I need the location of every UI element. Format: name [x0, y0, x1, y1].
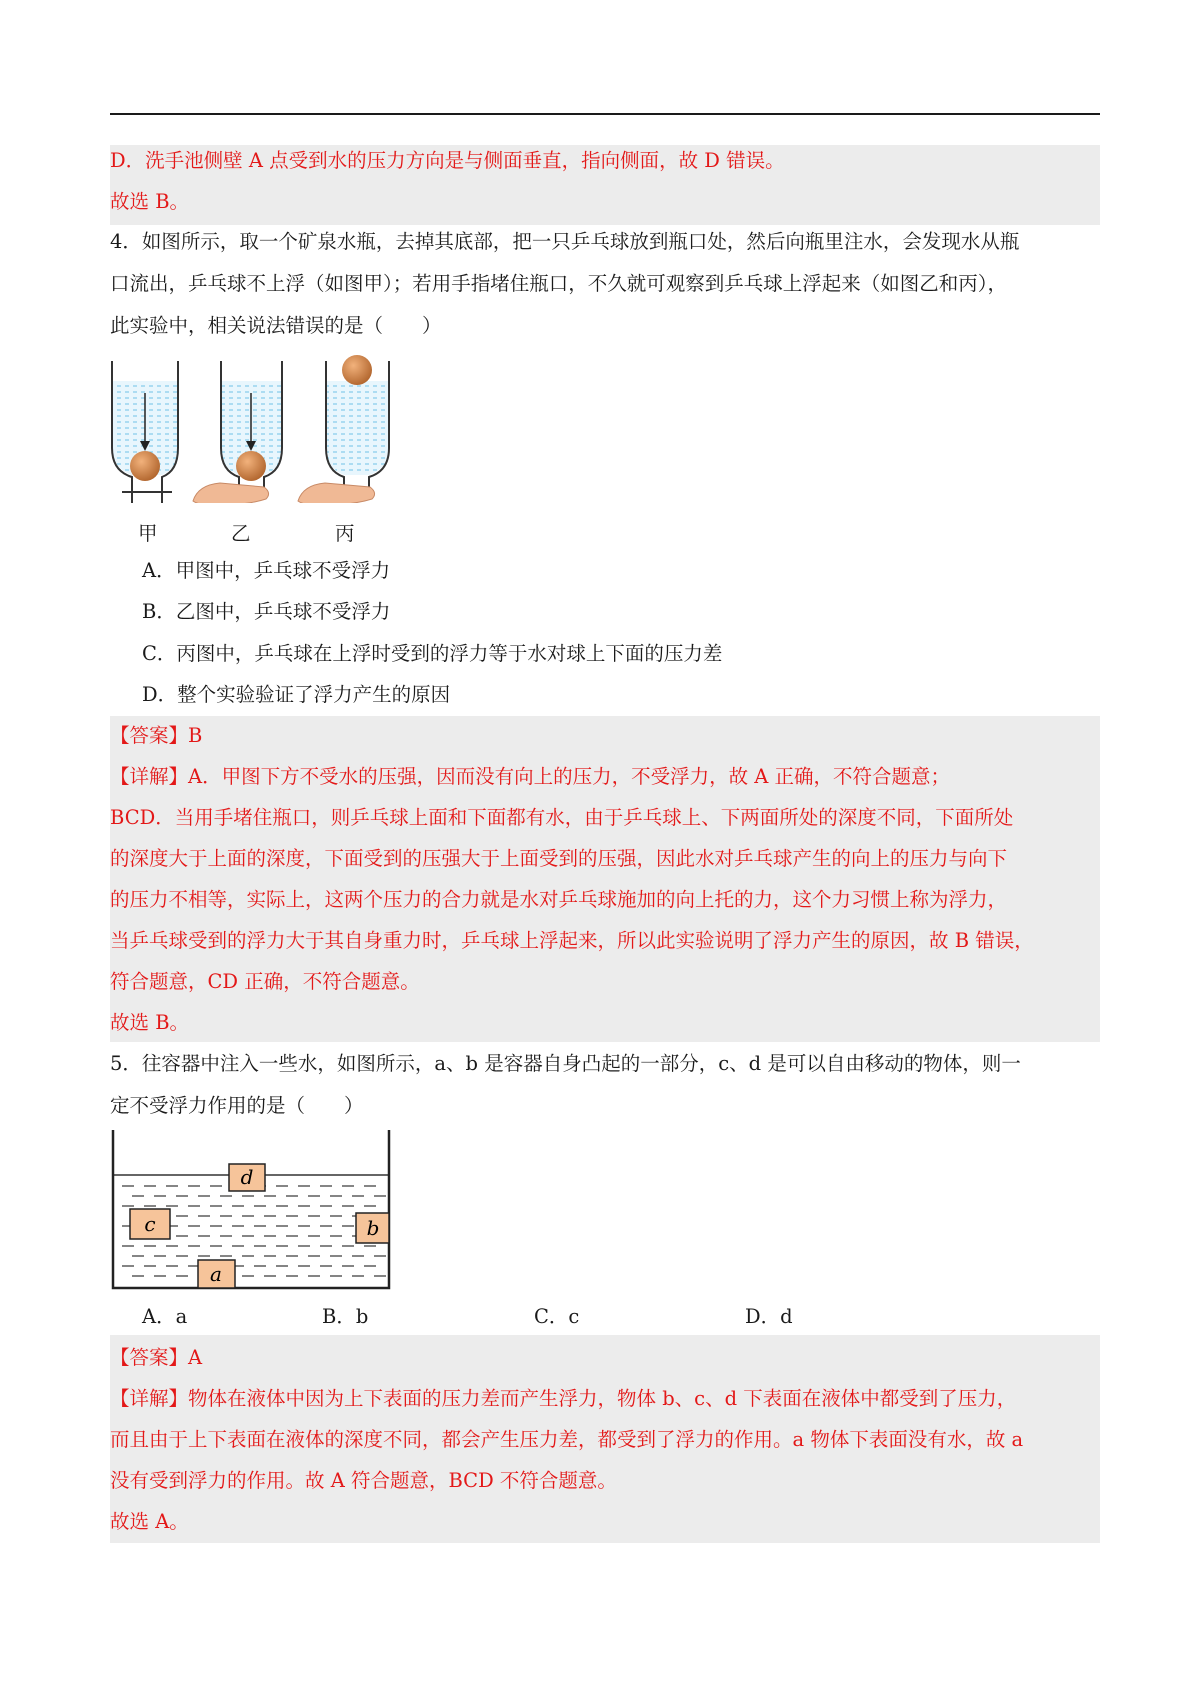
- q4-explanation-line-4: 的压力不相等，实际上，这两个压力的合力就是水对乒乓球施加的向上托的力，这个力习惯上称为浮力，: [110, 888, 1008, 911]
- q4-stem-line-1: 4．如图所示，取一个矿泉水瓶，去掉其底部，把一只乒乓球放到瓶口处，然后向瓶里注水，会发现水从瓶: [110, 230, 1020, 253]
- q4-stem-line-3: 此实验中，相关说法错误的是（ ）: [110, 314, 442, 337]
- q4-answer: 【答案】B: [110, 724, 203, 747]
- block-b: [356, 1213, 389, 1243]
- q5-option-b: B．b: [322, 1305, 369, 1328]
- block-d-label: d: [240, 1165, 254, 1189]
- q5-explanation-line-2: 而且由于上下表面在液体的深度不同，都会产生压力差，都受到了浮力的作用。a 物体下表面没有水，故 a: [110, 1428, 1024, 1451]
- q4-explanation-line-3: 的深度大于上面的深度，下面受到的压强大于上面受到的压强，因此水对乒乓球产生的向上的压力与向下: [110, 847, 1008, 870]
- q4-conclusion: 故选 B。: [110, 1011, 190, 1034]
- q4-option-b: B．乙图中，乒乓球不受浮力: [142, 600, 391, 623]
- q5-answer: 【答案】A: [110, 1346, 203, 1369]
- ping-pong-ball-yi: [236, 451, 266, 481]
- q5-option-c: C．c: [534, 1305, 580, 1328]
- q5-explanation-line-1: 【详解】物体在液体中因为上下表面的压力差而产生浮力，物体 b、c、d 下表面在液体中都受到了压力，: [110, 1387, 1017, 1410]
- bottle-bing: [298, 355, 389, 503]
- block-c: [130, 1209, 170, 1239]
- block-b-label: b: [366, 1216, 380, 1240]
- q5-stem-line-1: 5．往容器中注入一些水，如图所示，a、b 是容器自身凸起的一部分，c、d 是可以自由移动的物体，则一: [110, 1052, 1021, 1075]
- q5-conclusion: 故选 A。: [110, 1510, 189, 1533]
- prev-option-d-explanation: D．洗手池侧壁 A 点受到水的压力方向是与侧面垂直，指向侧面，故 D 错误。: [110, 149, 785, 172]
- label-yi: 乙: [231, 522, 251, 545]
- prev-conclusion: 故选 B。: [110, 190, 190, 213]
- block-c-label: c: [144, 1212, 156, 1236]
- q5-container-figure: [108, 1130, 398, 1292]
- label-jia: 甲: [138, 522, 158, 545]
- q4-option-a: A．甲图中，乒乓球不受浮力: [142, 559, 391, 582]
- q4-explanation-line-2: BCD．当用手堵住瓶口，则乒乓球上面和下面都有水，由于乒乓球上、下两面所处的深度不同，下面所处: [110, 806, 1014, 829]
- q4-explanation-line-1: 【详解】A．甲图下方不受水的压强，因而没有向上的压力，不受浮力，故 A 正确，不符合题意；: [110, 765, 951, 788]
- q5-explanation-line-3: 没有受到浮力的作用。故 A 符合题意，BCD 不符合题意。: [110, 1469, 617, 1492]
- q4-figure-labels: [0, 518, 1200, 548]
- block-a-label: a: [210, 1262, 222, 1286]
- hand-yi: [193, 483, 269, 503]
- header-rule: [110, 113, 1100, 115]
- bottle-jia: [112, 361, 178, 503]
- ping-pong-ball-jia: [130, 451, 160, 481]
- q4-option-d: D．整个实验验证了浮力产生的原因: [142, 683, 451, 706]
- q4-option-c: C．丙图中，乒乓球在上浮时受到的浮力等于水对球上下面的压力差: [142, 642, 723, 665]
- q5-option-a: A．a: [142, 1305, 188, 1328]
- q4-bottle-figure: [108, 353, 398, 503]
- block-a: [198, 1260, 235, 1288]
- q5-option-d: D．d: [745, 1305, 793, 1328]
- q4-stem-line-2: 口流出，乒乓球不上浮（如图甲）；若用手指堵住瓶口，不久就可观察到乒乓球上浮起来（如图乙和丙），: [110, 272, 1008, 295]
- q4-explanation-line-5: 当乒乓球受到的浮力大于其自身重力时，乒乓球上浮起来，所以此实验说明了浮力产生的原因，故 B 错误，: [110, 929, 1034, 952]
- label-bing: 丙: [335, 522, 355, 545]
- hand-bing: [298, 483, 375, 503]
- block-d: [229, 1164, 265, 1191]
- q4-explanation-line-6: 符合题意，CD 正确，不符合题意。: [110, 970, 420, 993]
- ping-pong-ball-bing: [342, 355, 372, 385]
- q5-stem-line-2: 定不受浮力作用的是（ ）: [110, 1094, 364, 1117]
- bottle-yi: [193, 361, 282, 503]
